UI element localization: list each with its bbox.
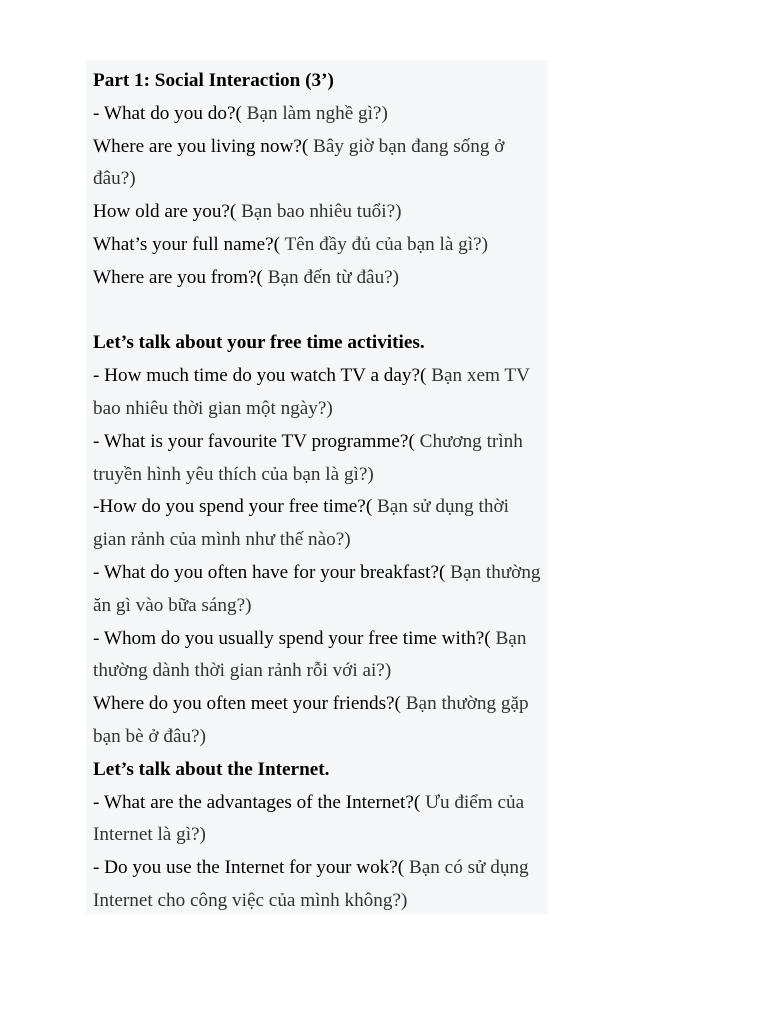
question-en: - What are the advantages of the Internet?(: [93, 791, 421, 813]
question-en: - Whom do you usually spend your free time with?(: [93, 627, 491, 649]
free-time-heading: Let’s talk about your free time activities.: [93, 332, 425, 354]
question-vi: Bạn thường gặp bạn bè ở đâu?): [93, 693, 529, 747]
question-en: Where do you often meet your friends?(: [93, 693, 401, 715]
question-vi: Bạn xem TV bao nhiêu thời gian một ngày?): [93, 365, 530, 419]
question-vi: Bạn thường dành thời gian rảnh rỗi với ai?): [93, 627, 527, 682]
question-line: [93, 852, 545, 918]
blank-line: [93, 295, 545, 328]
question-line: [93, 426, 545, 492]
question-line: [93, 196, 545, 229]
internet-heading: Let’s talk about the Internet.: [93, 758, 330, 780]
question-line: [93, 360, 545, 426]
question-vi: Bây giờ bạn đang sống ở đâu?): [93, 135, 505, 190]
question-line: [93, 229, 545, 262]
question-line: [93, 787, 545, 853]
question-line: [93, 623, 545, 689]
question-en: -How do you spend your free time?(: [93, 496, 373, 518]
question-line: [93, 262, 545, 295]
question-vi: Bạn thường ăn gì vào bữa sáng?): [93, 561, 541, 616]
question-vi: Tên đầy đủ của bạn là gì?): [280, 233, 488, 255]
question-vi: Ưu điểm của Internet là gì?): [93, 791, 525, 846]
question-vi: Bạn đến từ đâu?): [262, 266, 400, 288]
document-content: [93, 65, 545, 918]
question-vi: Bạn bao nhiêu tuổi?): [236, 201, 402, 223]
question-line: [93, 131, 545, 197]
question-en: What’s your full name?(: [93, 233, 281, 255]
question-vi: Bạn sử dụng thời gian rảnh của mình như thế nào?): [93, 496, 509, 551]
question-en: - What do you often have for your breakfast?(: [93, 561, 446, 583]
question-line: [93, 557, 545, 623]
question-en: - What is your favourite TV programme?(: [93, 430, 415, 452]
part1-heading: Part 1: Social Interaction (3’): [93, 70, 334, 91]
question-en: How old are you?(: [93, 201, 237, 223]
question-line: [93, 491, 545, 557]
question-en: Where are you from?(: [93, 266, 263, 288]
question-en: Where are you living now?(: [93, 135, 309, 157]
question-vi: Bạn làm nghề gì?): [241, 102, 388, 124]
question-vi: Bạn có sử dụng Internet cho công việc của mình không?): [93, 857, 529, 911]
question-line: [93, 688, 545, 754]
question-line: [93, 98, 545, 131]
question-vi: Chương trình truyền hình yêu thích của bạn là gì?): [93, 430, 523, 485]
question-en: - How much time do you watch TV a day?(: [93, 365, 427, 387]
question-en: - What do you do?(: [93, 102, 242, 124]
question-en: - Do you use the Internet for your wok?(: [93, 857, 405, 879]
